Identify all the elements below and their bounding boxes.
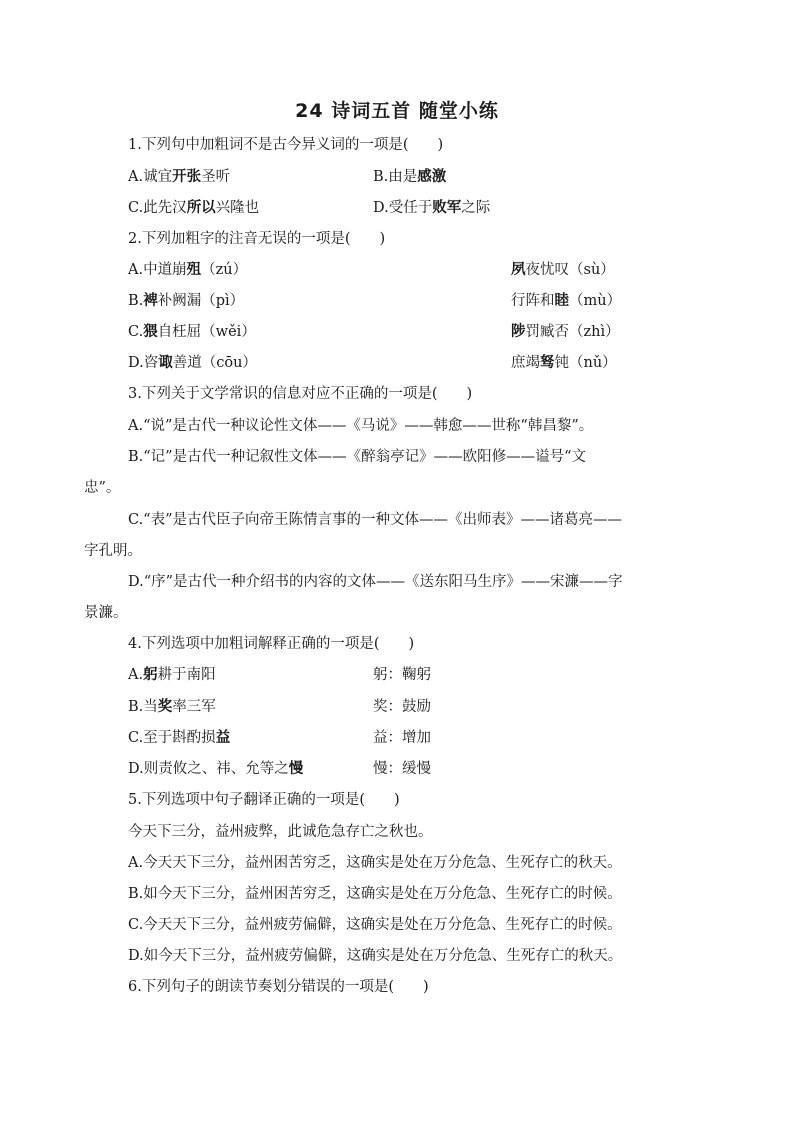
q2-option-a-1: A.中道崩殂（zú）: [128, 262, 248, 278]
q4-option-d-meaning: 慢：缓慢: [373, 761, 431, 777]
q4-option-c: C.至于斟酌损益: [128, 730, 231, 746]
q5-option-a: A.今天天下三分，益州困苦穷乏，这确实是处在万分危急、生死存亡的秋天。: [128, 855, 622, 871]
q1-option-c: C.此先汉所以兴隆也: [128, 200, 260, 216]
q3-option-d-line-2: 景濂。: [84, 605, 128, 621]
q1-option-a: A.诚宜开张圣听: [128, 169, 231, 185]
q4-option-b: B.当奖率三军: [128, 699, 216, 715]
q4-option-a-meaning: 躬：鞠躬: [373, 667, 431, 683]
page-title: 24 诗词五首 随堂小练: [295, 100, 499, 122]
question-1-stem: 1.下列句中加粗词不是古今异义词的一项是( ): [128, 137, 444, 153]
q2-option-d-2: 庶竭驽钝（nǔ）: [511, 355, 617, 371]
q3-option-b-line-2: 忠”。: [84, 480, 121, 496]
q1-option-d: D.受任于败军之际: [373, 200, 491, 216]
q4-option-d: D.则责攸之、祎、允等之慢: [128, 761, 304, 777]
q2-option-a-2: 夙夜忧叹（sù）: [511, 262, 615, 278]
q3-option-c-line-2: 字孔明。: [84, 543, 142, 559]
q5-option-c: C.今天天下三分，益州疲劳偏僻，这确实是处在万分危急、生死存亡的时候。: [128, 917, 622, 933]
q3-option-d-line-1: D.“序”是古代一种介绍书的内容的文体——《送东阳马生序》——宋濂——字: [128, 574, 623, 590]
q3-option-c-line-1: C.“表”是古代臣子向帝王陈情言事的一种文体——《出师表》——诸葛亮——: [128, 512, 623, 528]
q2-option-b-1: B.裨补阙漏（pì）: [128, 293, 245, 309]
q5-quoted-sentence: 今天下三分，益州疲弊，此诚危急存亡之秋也。: [128, 824, 433, 840]
question-4-stem: 4.下列选项中加粗词解释正确的一项是( ): [128, 636, 415, 652]
q5-option-b: B.如今天下三分，益州困苦穷乏，这确实是处在万分危急、生死存亡的时候。: [128, 886, 622, 902]
q4-option-a: A.躬耕于南阳: [128, 667, 216, 683]
q2-option-c-2: 陟罚臧否（zhì）: [511, 324, 620, 340]
q1-option-b: B.由是感激: [373, 169, 447, 185]
question-6-stem: 6.下列句子的朗读节奏划分错误的一项是( ): [128, 979, 429, 995]
q4-option-c-meaning: 益：增加: [373, 730, 431, 746]
q5-option-d: D.如今天下三分，益州疲劳偏僻，这确实是处在万分危急、生死存亡的秋天。: [128, 948, 623, 964]
q2-option-c-1: C.猥自枉屈（wěi）: [128, 324, 256, 340]
q4-option-b-meaning: 奖：鼓励: [373, 699, 431, 715]
question-5-stem: 5.下列选项中句子翻译正确的一项是( ): [128, 792, 400, 808]
q3-option-a: A.“说”是古代一种议论性文体——《马说》——韩愈——世称“韩昌黎”。: [128, 418, 594, 434]
question-2-stem: 2.下列加粗字的注音无误的一项是( ): [128, 231, 386, 247]
q3-option-b-line-1: B.“记”是古代一种记叙性文体——《醉翁亭记》——欧阳修——谥号“文: [128, 449, 587, 465]
q2-option-d-1: D.咨诹善道（cōu）: [128, 355, 257, 371]
question-3-stem: 3.下列关于文学常识的信息对应不正确的一项是( ): [128, 386, 473, 402]
q2-option-b-2: 行阵和睦（mù）: [511, 293, 622, 309]
